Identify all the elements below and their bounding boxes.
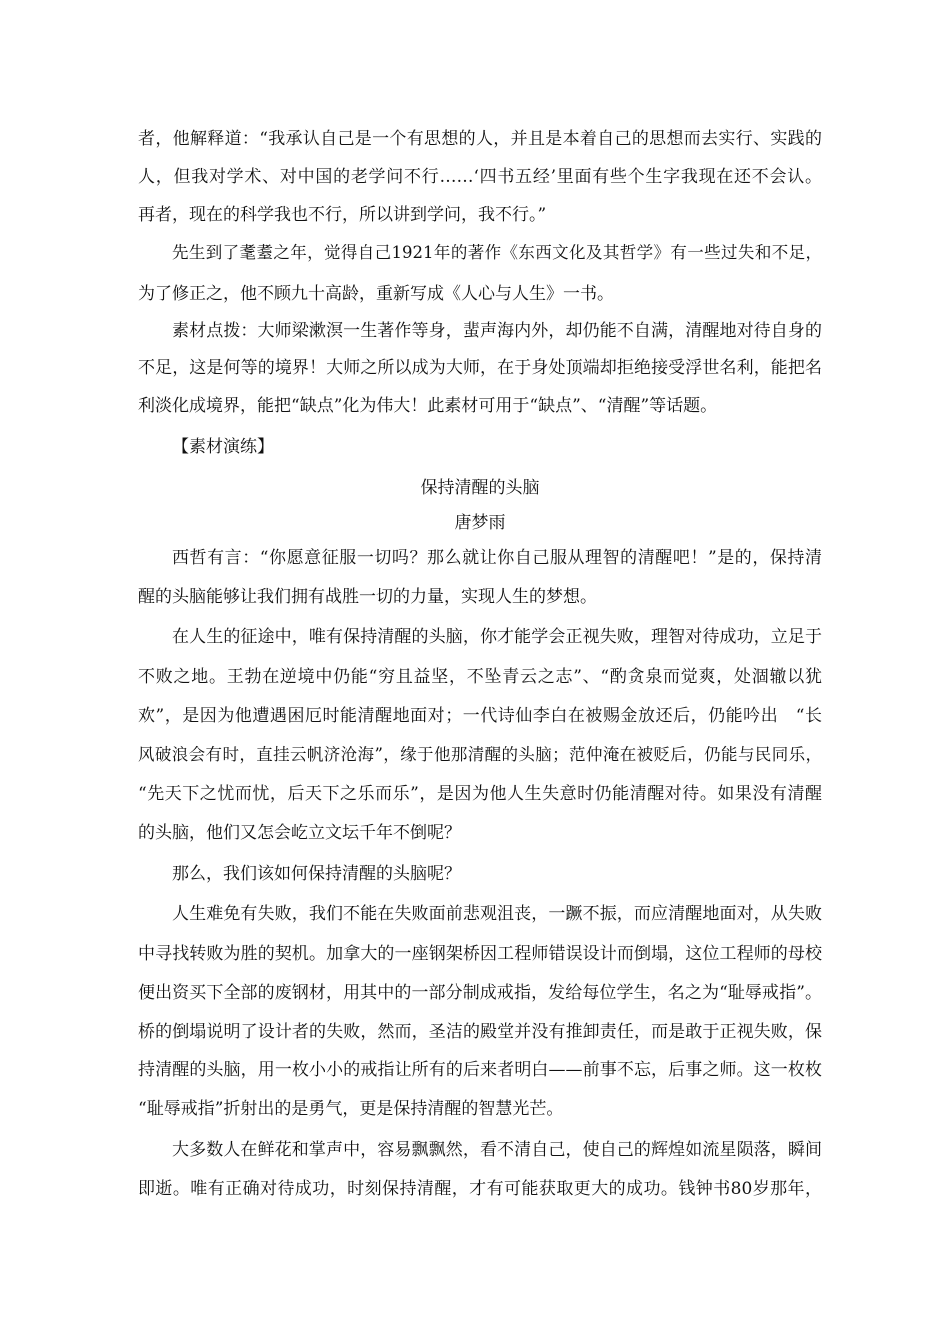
- text-line: 不足，这是何等的境界！大师之所以成为大师，在于身处顶端却拒绝接受浮世名利，能把名: [138, 358, 822, 378]
- text-line: 人，但我对学术、对中国的老学问不行……‘四书五经’里面有些个生字我现在还不会认。: [138, 167, 822, 187]
- article-author: 唐梦雨: [454, 513, 506, 533]
- text-line: 不败之地。王勃在逆境中仍能“穷且益坚，不坠青云之志”、“酌贪泉而觉爽，处涸辙以犹: [138, 667, 822, 687]
- text-line: 即逝。唯有正确对待成功，时刻保持清醒，才有可能获取更大的成功。钱钟书80岁那年，: [138, 1179, 822, 1199]
- text-line: 为了修正之，他不顾九十高龄，重新写成《人心与人生》一书。: [138, 284, 614, 304]
- text-line: 的头脑，他们又怎会屹立文坛千年不倒呢？: [138, 823, 461, 843]
- text-line: 中寻找转败为胜的契机。加拿大的一座钢架桥因工程师错误设计而倒塌，这位工程师的母校: [138, 944, 822, 964]
- text-line: 桥的倒塌说明了设计者的失败，然而，圣洁的殿堂并没有推卸责任，而是敢于正视失败，保: [138, 1022, 822, 1042]
- text-line: 持清醒的头脑，用一枚小小的戒指让所有的后来者明白——前事不忘，后事之师。这一枚枚: [138, 1060, 822, 1080]
- text-line: 便出资买下全部的废钢材，用其中的一部分制成戒指，发给每位学生，名之为“耻辱戒指”。: [138, 983, 822, 1003]
- text-line: “耻辱戒指”折射出的是勇气，更是保持清醒的智慧光芒。: [138, 1099, 564, 1119]
- text-line: 那么，我们该如何保持清醒的头脑呢？: [172, 864, 461, 884]
- text-line: 者，他解释道：“我承认自己是一个有思想的人，并且是本着自己的思想而去实行、实践的: [138, 129, 822, 149]
- text-line: 先生到了耄耋之年，觉得自己1921年的著作《东西文化及其哲学》有一些过失和不足，: [172, 243, 822, 262]
- text-line: 风破浪会有时，直挂云帆济沧海”，缘于他那清醒的头脑；范仲淹在被贬后，仍能与民同乐，: [138, 745, 822, 764]
- text-line: 在人生的征途中，唯有保持清醒的头脑，你才能学会正视失败，理智对待成功，立足于: [172, 627, 822, 647]
- text-line: 醒的头脑能够让我们拥有战胜一切的力量，实现人生的梦想。: [138, 587, 597, 607]
- text-line: 西哲有言：“你愿意征服一切吗？那么就让你自己服从理智的清醒吧！”是的，保持清: [172, 548, 822, 568]
- text-line: 人生难免有失败，我们不能在失败面前悲观沮丧，一蹶不振，而应清醒地面对，从失败: [172, 904, 822, 924]
- text-line: 再者，现在的科学我也不行，所以讲到学问，我不行。”: [138, 205, 547, 225]
- text-line: 素材点拨：大师梁漱溟一生著作等身，蜚声海内外，却仍能不自满，清醒地对待自身的: [172, 321, 822, 341]
- article-title: 保持清醒的头脑: [420, 478, 540, 498]
- text-line: “先天下之忧而忧，后天下之乐而乐”，是因为他人生失意时仍能清醒对待。如果没有清醒: [138, 784, 822, 804]
- text-line: 利淡化成境界，能把“缺点”化为伟大！此素材可用于“缺点”、“清醒”等话题。: [138, 396, 718, 416]
- section-heading: 【素材演练】: [172, 437, 274, 457]
- text-line: 大多数人在鲜花和掌声中，容易飘飘然，看不清自己，使自己的辉煌如流星陨落，瞬间: [172, 1140, 822, 1160]
- text-line: 欢”，是因为他遭遇困厄时能清醒地面对；一代诗仙李白在被赐金放还后，仍能吟出 “长: [138, 706, 822, 726]
